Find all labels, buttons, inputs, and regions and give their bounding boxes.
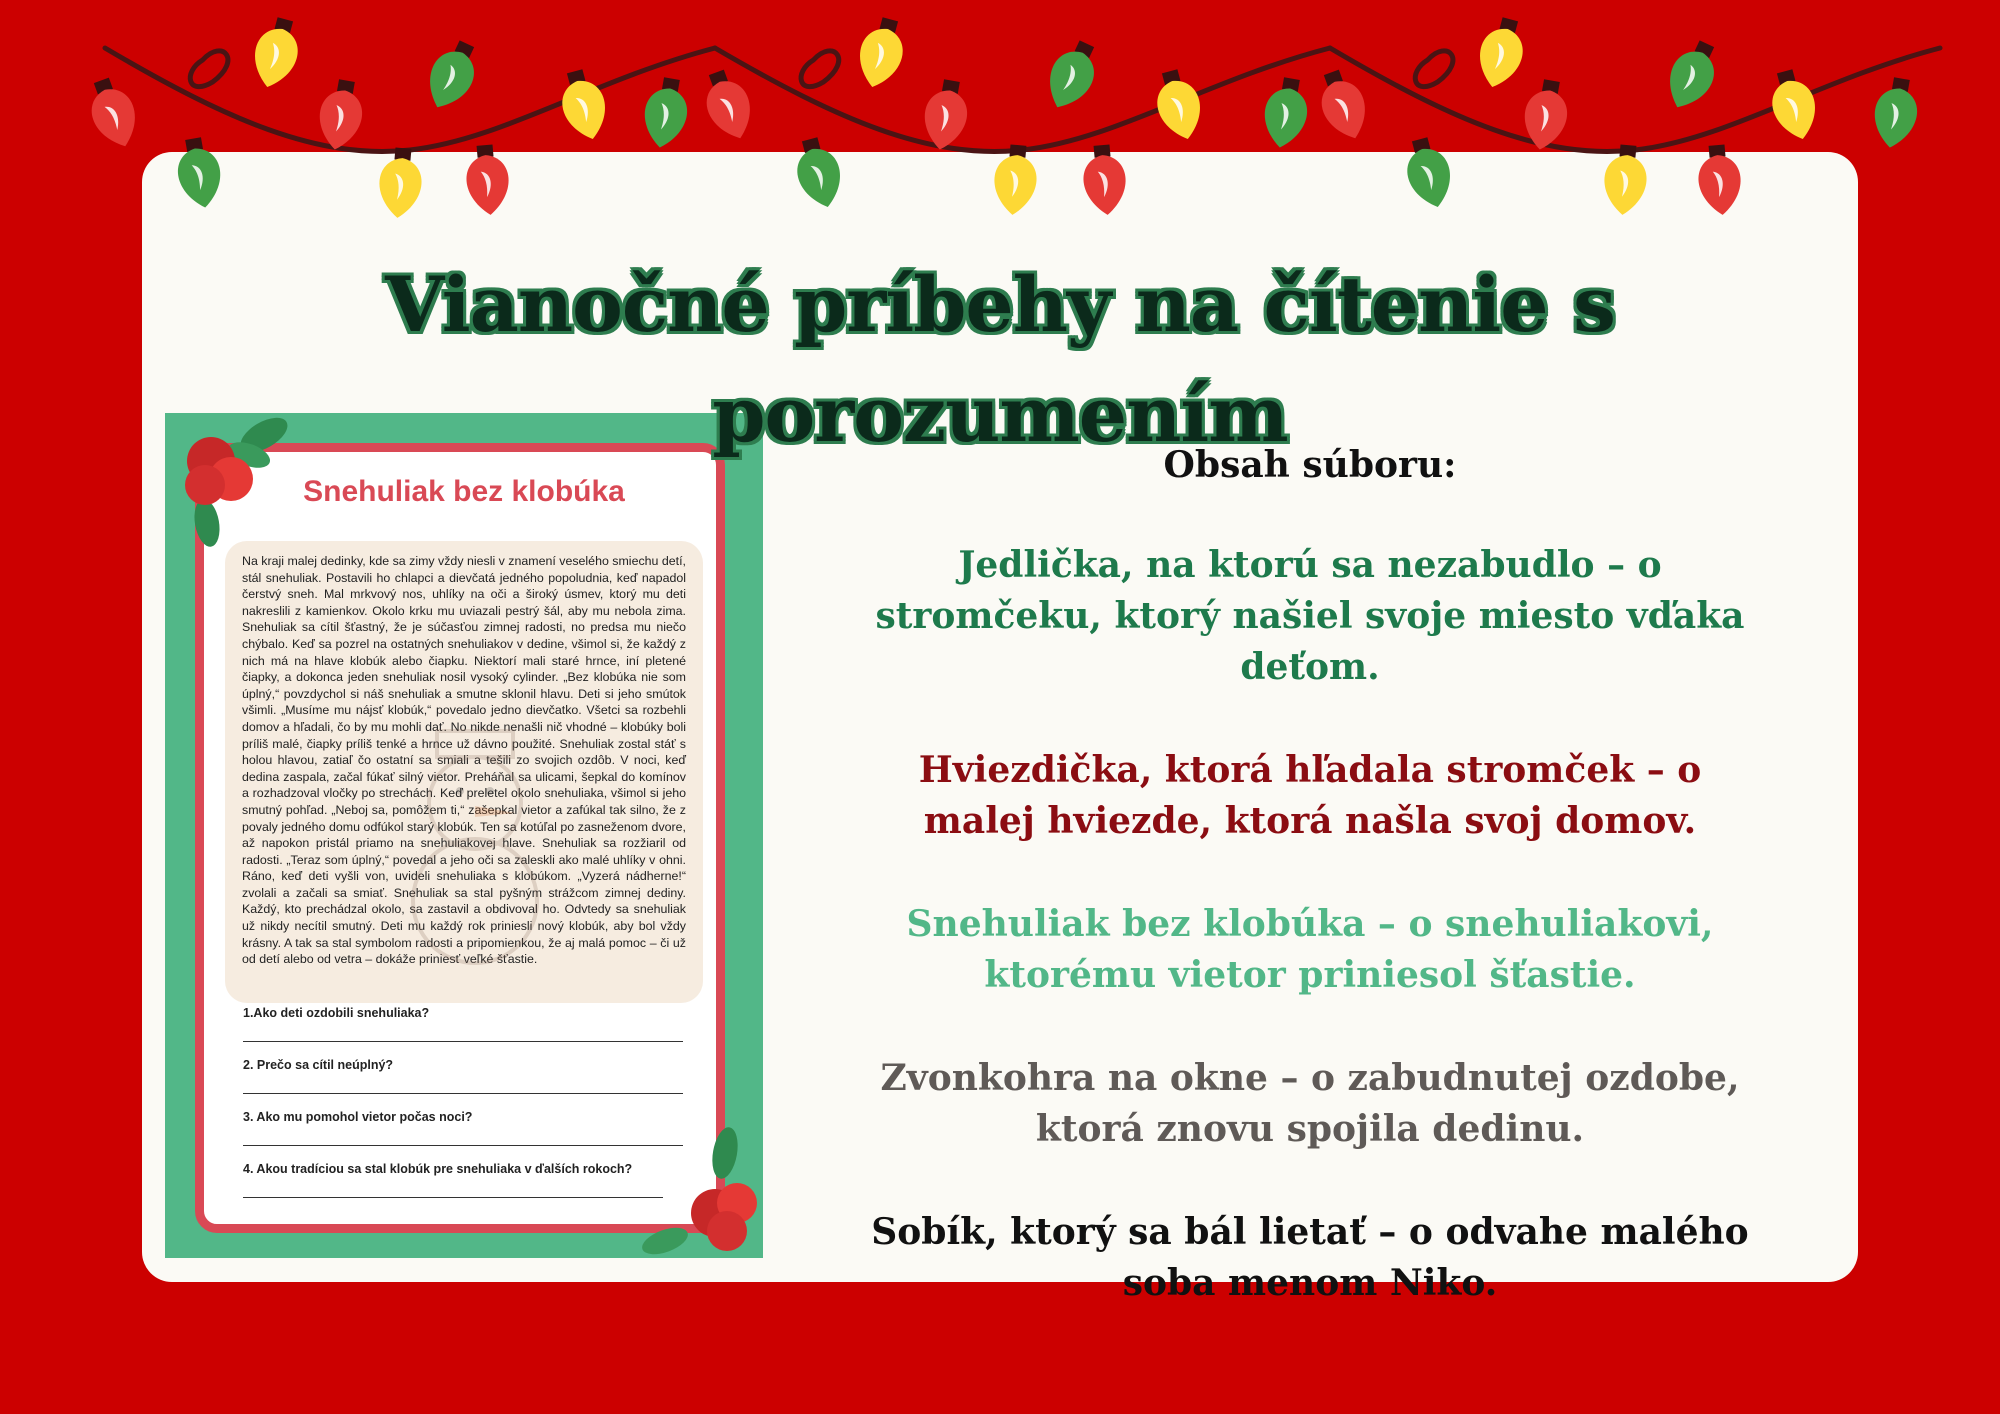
answer-line (243, 1197, 663, 1198)
page-title: Vianočné príbehy na čítenie s porozumením (385, 260, 1615, 459)
contents-heading: Obsah súboru: (1163, 444, 1457, 486)
light-bulb-icon (789, 134, 848, 212)
worksheet-story-box (225, 541, 703, 1003)
contents-item-1: Jedlička, na ktorú sa nezabudlo – o stromčeku, ktorý našiel svoje miesto vďaka deťom. (875, 544, 1745, 688)
question-2: 2. Prečo sa cítil neúplný? (243, 1058, 394, 1072)
worksheet-preview (165, 413, 763, 1258)
light-bulb-icon (852, 14, 911, 92)
question-1: 1.Ako deti ozdobili snehuliaka? (243, 1006, 430, 1020)
answer-line (243, 1093, 683, 1094)
contents-item-4: Zvonkohra na okne – o zabudnutej ozdobe, ktorá znovu spojila dedinu. (880, 1057, 1740, 1150)
light-bulb-icon (991, 143, 1039, 216)
light-bulb-icon (639, 75, 693, 151)
light-bulb-icon (314, 77, 368, 153)
worksheet-title: Snehuliak bez klobúka (303, 475, 625, 508)
light-bulb-icon (1399, 134, 1458, 212)
light-bulb-icon (1259, 75, 1313, 151)
file-contents (860, 440, 1760, 1361)
holly-berries-icon (625, 1113, 763, 1258)
light-bulb-icon (418, 35, 486, 116)
light-bulb-icon (1658, 35, 1726, 116)
contents-item-2: Hviezdička, ktorá hľadala stromček – o malej hviezde, ktorá našla svoj domov. (918, 749, 1702, 842)
light-bulb-icon (376, 146, 424, 219)
light-bulb-icon (1081, 143, 1129, 216)
light-bulb-icon (1601, 143, 1649, 216)
string-lights-garland (0, 0, 2000, 250)
light-bulb-icon (82, 73, 145, 153)
light-bulb-icon (172, 135, 226, 211)
worksheet-story-text: Na kraji malej dedinky, kde sa zimy vždy niesli v znamení veselého smiechu detí, stál snehuliak. Postavili ho chlapci a dievčatá jedného popoludnia, keď napadol čerstvý sneh. Mal mrkvový nos, uhlíky na oči a široký úsmev, ktorý mu deti nakreslili z kamienkov. Okolo krku mu uviazali pestrý šál, aby mu nebola zima. Snehuliak sa cítil šťastný, že je súčasťou zimnej radosti, no predsa mu niečo chýbalo. Keď sa pozrel na ostatných snehuliakov v dedine, všimol si, že každý z nich má na hlave klobúk alebo čiapku. Niektorí mali staré hrnce, iní pletené čiapky, a dokonca jeden snehuliak nosil vysoký cylinder. „Bez klobúka nie som úplný,“ povzdychol si náš snehuliak a smutne sklonil hlavu. Deti si jeho smútok všimli. „Musíme mu nájsť klobúk,“ povedalo jedno dievčatko. Všetci sa rozbehli domov a hľadali, čo by mu mohli dať. No nikde nenašli nič vhodné – klobúky boli príliš malé, čiapky príliš tenké a hrnce už dávno použité. Snehuliak zostal stáť s holou hlavou, zatiaľ čo ostatní sa smiali a tešili zo svojich ozdôb. V noci, keď dedina zaspala, začal fúkať silný vietor. Preháňal sa ulicami, šepkal do komínov a rozhadzoval vločky po strechách. Keď preletel okolo snehuliaka, všimol si jeho smutný pohľad. „Neboj sa, pomôžem ti,“ zašepkal vietor a zafúkal tak silno, že z povaly jedného domu odfúkol starý klobúk. Ten sa kotúľal po zasneženom dvore, až napokon pristál priamo na snehuliakovej hlave. Snehuliak sa rozžiaril od radosti. „Teraz som úplný,“ povedal a jeho oči sa zaleskli ako malé uhlíky v ohni. Ráno, keď deti vyšli von, uvideli snehuliaka s klobúkom. „Vyzerá nádherne!“ zvolali a začali sa smiať. Snehuliak sa stal pyšným strážcom zimnej dediny. Každý, kto prechádzal okolo, sa zastavil a obdivoval ho. Odvtedy sa snehuliak už nikdy necítil smutný. Deti mu každý rok priniesli nový klobúk, aby bol vždy krásny. A tak sa stal symbolom radosti a pripomienkou, že aj malá pomoc – či už od detí alebo od vetra – dokáže priniesť veľké šťastie. (242, 554, 686, 967)
light-bulb-icon (247, 14, 306, 92)
answer-line (243, 1145, 683, 1146)
light-bulb-icon (1472, 14, 1531, 92)
contents-item-5: Sobík, ktorý sa bál lietať – o odvahe malého soba menom Niko. (871, 1211, 1749, 1304)
answer-line (243, 1041, 683, 1042)
light-bulb-icon (554, 66, 613, 144)
holly-berries-icon (169, 413, 304, 558)
contents-item-3: Snehuliak bez klobúka – o snehuliakovi, ktorému vietor priniesol šťastie. (906, 903, 1714, 996)
light-bulb-icon (1764, 66, 1823, 144)
snowman-watermark-icon (375, 711, 575, 971)
light-bulb-icon (697, 65, 760, 145)
light-bulb-icon (464, 143, 512, 216)
light-bulb-icon (1696, 143, 1744, 216)
light-bulb-icon (1149, 66, 1208, 144)
question-4: 4. Akou tradíciou sa stal klobúk pre snehuliaka v ďalších rokoch? (243, 1162, 633, 1176)
light-bulb-icon (1869, 75, 1923, 151)
light-bulb-icon (1312, 65, 1375, 145)
question-3: 3. Ako mu pomohol vietor počas noci? (243, 1110, 473, 1124)
light-bulb-icon (1038, 35, 1106, 116)
